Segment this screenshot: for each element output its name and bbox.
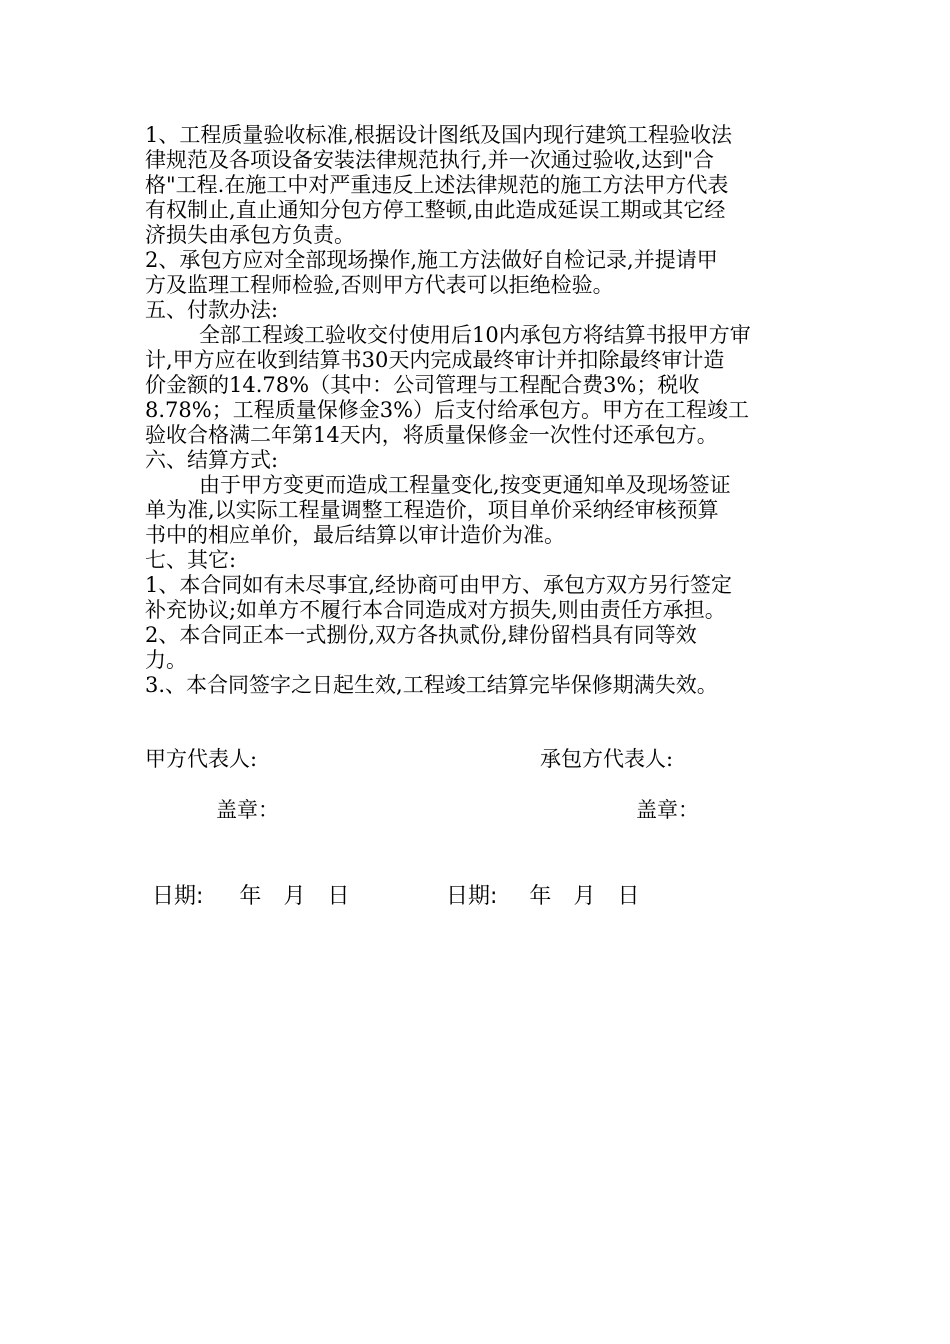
text-line: 济损失由承包方负责。 — [145, 223, 355, 247]
party-a-seal-label: 盖章： — [216, 798, 279, 822]
text-line: 律规范及各项设备安装法律规范执行,并一次通过验收,达到"合 — [145, 148, 715, 172]
date-month: 月 — [573, 884, 596, 909]
section-heading-settlement: 六、结算方式: — [145, 448, 279, 472]
text-line: 价金额的14.78%（其中：公司管理与工程配合费3%；税收 — [145, 373, 700, 397]
contractor-seal-label: 盖章： — [636, 798, 699, 822]
text-line: 1、工程质量验收标准,根据设计图纸及国内现行建筑工程验收法 — [145, 123, 733, 147]
contractor-representative-label: 承包方代表人: — [540, 747, 674, 771]
text-line: 2、承包方应对全部现场操作,施工方法做好自检记录,并提请甲 — [145, 248, 718, 272]
date-year: 年 — [239, 884, 262, 909]
party-a-representative-label: 甲方代表人: — [145, 747, 258, 771]
contractor-date-line — [446, 884, 639, 910]
text-line: 书中的相应单价，最后结算以审计造价为准。 — [145, 523, 565, 547]
contract-body — [145, 123, 815, 698]
text-line: 格"工程.在施工中对严重违反上述法律规范的施工方法甲方代表 — [145, 173, 729, 197]
date-label: 日期: — [446, 884, 498, 909]
text-line: 验收合格满二年第14天内，将质量保修金一次性付还承包方。 — [145, 423, 718, 447]
date-label: 日期: — [152, 884, 204, 909]
text-line: 2、本合同正本一式捌份,双方各执贰份,肆份留档具有同等效 — [145, 623, 697, 647]
text-line: 由于甲方变更而造成工程量变化,按变更通知单及现场签证 — [199, 473, 731, 497]
text-line: 有权制止,直止通知分包方停工整顿,由此造成延误工期或其它经 — [145, 198, 726, 222]
section-heading-other: 七、其它: — [145, 548, 237, 572]
text-line: 8.78%；工程质量保修金3%）后支付给承包方。甲方在工程竣工 — [145, 398, 750, 422]
section-heading-payment: 五、付款办法: — [145, 298, 279, 322]
date-day: 日 — [617, 884, 640, 909]
date-year: 年 — [529, 884, 552, 909]
date-month: 月 — [283, 884, 306, 909]
party-a-date-line — [152, 884, 349, 910]
text-line: 1、本合同如有未尽事宜,经协商可由甲方、承包方双方另行签定 — [145, 573, 733, 597]
text-line: 全部工程竣工验收交付使用后10内承包方将结算书报甲方审 — [199, 323, 751, 347]
text-line: 力。 — [145, 648, 187, 672]
text-line: 方及监理工程师检验,否则甲方代表可以拒绝检验。 — [145, 273, 614, 297]
text-line: 补充协议;如单方不履行本合同造成对方损失,则由责任方承担。 — [145, 598, 726, 622]
text-line: 单为准,以实际工程量调整工程造价，项目单价采纳经审核预算 — [145, 498, 719, 522]
date-day: 日 — [327, 884, 350, 909]
text-line: 3.、本合同签字之日起生效,工程竣工结算完毕保修期满失效。 — [145, 673, 718, 697]
text-line: 计,甲方应在收到结算书30天内完成最终审计并扣除最终审计造 — [145, 348, 725, 372]
